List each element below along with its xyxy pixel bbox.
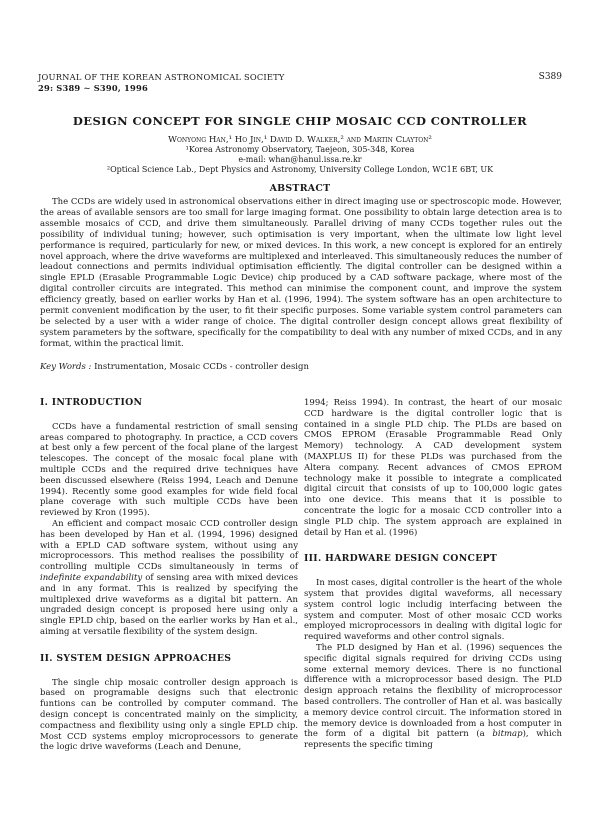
paper-title: DESIGN CONCEPT FOR SINGLE CHIP MOSAIC CCD CONTROLLER — [72, 114, 528, 128]
intro-emphasis: indefinite expandability — [40, 572, 143, 583]
section-heading-system-design: II. SYSTEM DESIGN APPROACHES — [40, 652, 232, 664]
system-paragraph-continued: 1994; Reiss 1994). In contrast, the heart of our mosaic CCD hardware is the digital controller logic that is contained in a single PLD chip. The PLDs are based on CMOS EPROM (Erasable Programmable Read Only Memory) technology. A CAD development system (MAXPLUS II) for these PLDs was purchased from the Altera company. Recent advances of CMOS EPROM technology make it possible to integrate a complicated digital circuit that consists of up to 100,000 logic gates into one device. This means that it is possible to concentrate the logic for a mosaic CCD controller into a single PLD chip. The system approach are explained in detail by Han et al. (1996) — [304, 398, 562, 538]
right-column — [304, 398, 562, 751]
keywords-value: Instrumentation, Mosaic CCDs - controller design — [94, 362, 309, 372]
author-block — [0, 135, 600, 175]
keywords-line — [40, 362, 562, 372]
author-email: e-mail: whan@hanul.issa.re.kr — [238, 155, 362, 164]
system-paragraph-1: The single chip mosaic controller design approach is based on programable designs such that electronic funtions can be controlled by computer command. The design concept is concentrated mainly on the simplicity, compactness and flexibility using only a single EPLD chip. Most CCD systems employ microprocessors to generate the logic drive waveforms (Leach and Denune, — [40, 677, 298, 753]
hardware-paragraph-2-part-2: ), which represents the specific timing — [304, 729, 562, 751]
hardware-paragraph-1: In most cases, digital controller is the heart of the whole system that provides digital waveforms, all necessary system control logic includig interfacing between the system and computer. Most of other mosaic CCD works employed microprocessors in dealing with digital logic for required waveforms and other control signals. — [304, 578, 562, 643]
section-heading-introduction: I. INTRODUCTION — [40, 397, 143, 408]
left-column — [40, 398, 298, 753]
affiliation-2: ²Optical Science Lab., Dept Physics and Astronomy, University College London, WC1E 6BT, UK — [106, 165, 494, 174]
journal-name: JOURNAL OF THE KOREAN ASTRONOMICAL SOCIETY — [38, 72, 285, 82]
intro-paragraph-2-part-1: An efficient and compact mosaic CCD controller design has been developed by Han et al. (1994, 1996) designed with a EPLD CAD software system, without using any microprocessors. This method realises the possibility of controlling multiple CCDs simultaneously in terms of — [40, 518, 298, 573]
abstract-text: The CCDs are widely used in astronomical observations either in direct imaging use or spectroscopic mode. However, the areas of available sensors are too small for large imaging format. One possibility to obtain large detection area is to assemble mosaics of CCD, and drive them simultaneously. Parallel driving of many CCDs together rules out the possibility of individual tuning; however, such optimisation is very important, when the ultimate low light level performance is required, particularly for new, or mixed devices. In this work, a new concept is explored for an entirely novel approach, where the drive waveforms are multiplexed and interleaved. This simultaneously reduces the number of leadout connections and permits individual optimisation efficiently. The digital controller can be designed within a single EPLD (Erasable Programmable Logic Device) chip produced by a CAD software package, where most of the digital controller circuits are integrated. This method can minimise the component count, and improve the system efficiency greatly, based on earlier works by Han et al. (1996, 1994). The system software has an open architecture to permit convenient modification by the user, to fit their specific purposes. Some variable system control parameters can be selected by a user with a wider range of choice. The digital controller design concept allows great flexibility of system parameters by the software, specifically for the compatibility to deal with any number of mixed CCDs, and in any format, within the practical limit. — [40, 197, 562, 349]
journal-volume: 29: S389 ∼ S390, 1996 — [38, 83, 148, 93]
intro-paragraph-1: CCDs have a fundamental restriction of small sensing areas compared to photography. In practice, a CCD covers at best only a few percent of the focal plane of the largest telescopes. The concept of the mosaic focal plane with multiple CCDs and the required drive techniques have been discussed elsewhere (Reiss 1994, Leach and Denune 1994). Recently some good examples for wide field focal plane coverage with such multiple CCDs have been reviewed by Kron (1995). — [40, 421, 298, 519]
hardware-emphasis: bitmap — [492, 729, 523, 740]
intro-paragraph-2 — [40, 519, 298, 638]
keywords-label: Key Words : — [40, 362, 92, 372]
hardware-paragraph-2 — [304, 643, 562, 751]
section-heading-hardware-design: III. HARDWARE DESIGN CONCEPT — [304, 553, 498, 565]
journal-header — [38, 72, 285, 94]
affiliation-1: ¹Korea Astronomy Observatory, Taejeon, 305-348, Korea — [185, 145, 415, 154]
intro-paragraph-2-part-2: of sensing area with mixed devices and in any format. This is realized by specifying the multiplexed drive waveforms as a digital bit pattern. An ungraded design concept is proposed here using only a single EPLD chip, based on the earlier works by Han et al., aiming at versatile flexibility of the system design. — [40, 572, 298, 637]
abstract-heading: ABSTRACT — [269, 183, 331, 194]
hardware-paragraph-2-part-1: The PLD designed by Han et al. (1996) sequences the specific digital signals required for driving CCDs using some external memory devices. There is no functional difference with a microprocessor based design. The PLD design approach retains the flexibility of microprocessor based controllers. The controller of Han et al. was basically a memory device control circuit. The information stored in the memory device is downloaded from a host computer in the form of a digital bit pattern (a — [304, 642, 562, 740]
author-names: Wonyong Han,¹ Ho Jin,¹ David D. Walker,² and Martin Clayton² — [168, 135, 432, 145]
page-number: S389 — [538, 72, 562, 82]
